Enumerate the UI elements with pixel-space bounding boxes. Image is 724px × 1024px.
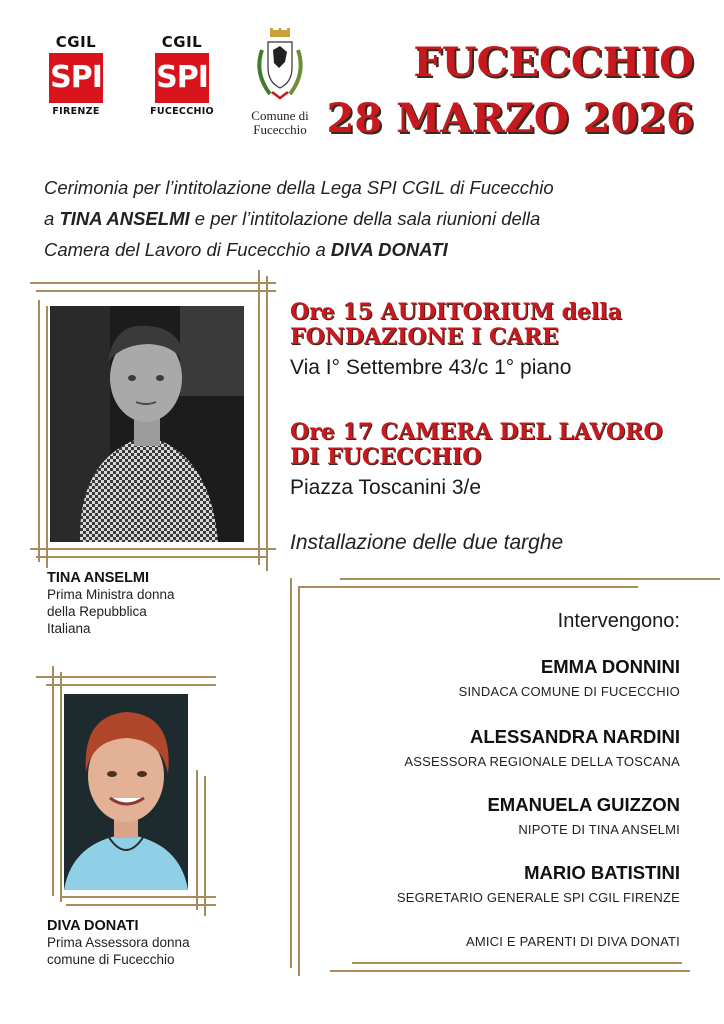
logo-cgil-text: CGIL [161, 33, 203, 51]
logo-location-text: FIRENZE [52, 106, 100, 117]
intro-line-1 [44, 172, 704, 203]
frame-line [340, 578, 720, 580]
intro-text: Camera del Lavoro di Fucecchio a [44, 239, 331, 260]
intro-text: a [44, 208, 60, 229]
speaker-role: SINDACA COMUNE DI FUCECCHIO [458, 684, 680, 699]
tina-anselmi-photo [50, 306, 244, 542]
event-address: Piazza Toscanini 3/e [290, 476, 482, 499]
frame-line [36, 676, 216, 678]
event-title-line: Ore 15 AUDITORIUM della [290, 299, 622, 325]
speaker-role: ASSESSORA REGIONALE DELLA TOSCANA [404, 754, 680, 769]
logo-spi-mark: SPI [49, 53, 103, 103]
speaker-entry [300, 794, 680, 837]
spi-cgil-firenze-logo [46, 34, 106, 117]
installation-note: Installazione delle due targhe [290, 531, 564, 554]
frame-line [66, 904, 216, 906]
event-title-line: Ore 17 CAMERA DEL LAVORO [290, 419, 663, 445]
title-city: FUCECCHIO [413, 39, 694, 86]
frame-line [46, 684, 216, 686]
diva-donati-photo [64, 694, 188, 890]
frame-line [352, 962, 682, 964]
caption-line: Prima Ministra donna [47, 587, 175, 602]
intro-honoree-anselmi: TINA ANSELMI [59, 208, 190, 229]
speakers-heading: Intervengono: [557, 610, 680, 632]
speaker-name: MARIO BATISTINI [524, 862, 680, 883]
event-camera-lavoro [290, 420, 710, 500]
intro-line-3 [44, 234, 704, 265]
speaker-name: ALESSANDRA NARDINI [469, 726, 680, 747]
comune-line2: Fucecchio [253, 122, 307, 137]
speaker-name: EMANUELA GUIZZON [487, 794, 680, 815]
caption-name: TINA ANSELMI [47, 570, 150, 586]
speaker-role: SEGRETARIO GENERALE SPI CGIL FIRENZE [396, 890, 680, 905]
frame-line [30, 548, 276, 550]
speaker-entry [300, 862, 680, 905]
speaker-entry [300, 726, 680, 769]
intro-honoree-donati: DIVA DONATI [330, 239, 448, 260]
intro-text: e per l’intitolazione della sala riunioni della [189, 208, 541, 229]
event-address: Via I° Settembre 43/c 1° piano [290, 356, 572, 379]
caption-diva-donati [47, 918, 267, 968]
frame-line [52, 666, 54, 896]
frame-line [196, 770, 198, 910]
comune-di-fucecchio-logo [240, 28, 320, 137]
frame-line [298, 586, 638, 588]
event-title-line: DI FUCECCHIO [290, 444, 482, 470]
event-auditorium [290, 300, 710, 380]
frame-line [258, 270, 260, 565]
frame-line [266, 276, 268, 571]
logo-location-text: FUCECCHIO [150, 106, 214, 117]
frame-line [36, 290, 276, 292]
spi-cgil-fucecchio-logo [147, 34, 217, 117]
speaker-role: NIPOTE DI TINA ANSELMI [518, 822, 680, 837]
caption-name: DIVA DONATI [47, 918, 139, 934]
caption-line: Italiana [47, 621, 91, 636]
comune-line1: Comune di [251, 108, 309, 123]
frame-line [38, 300, 40, 562]
title-date: 28 MARZO 2026 [326, 95, 694, 142]
intro-line-2 [44, 203, 704, 234]
frame-line [60, 896, 216, 898]
caption-tina-anselmi [47, 570, 247, 637]
caption-line: della Repubblica [47, 604, 147, 619]
frame-line [36, 556, 268, 558]
frame-line [298, 586, 300, 976]
intro-text: Cerimonia per l’intitolazione della Lega SPI CGIL di Fucecchio [44, 177, 554, 198]
frame-line [330, 970, 690, 972]
logo-cgil-text: CGIL [55, 33, 97, 51]
coat-of-arms-icon [252, 28, 308, 104]
logo-spi-mark: SPI [155, 53, 209, 103]
speaker-entry [300, 656, 680, 699]
caption-line: Prima Assessora donna [47, 935, 190, 950]
frame-line [46, 306, 48, 568]
intro-paragraph [44, 172, 704, 265]
frame-line [30, 282, 276, 284]
frame-line [204, 776, 206, 916]
frame-line [290, 578, 292, 968]
speaker-name: EMMA DONNINI [540, 656, 680, 677]
event-title-line: FONDAZIONE I CARE [290, 324, 559, 350]
caption-line: comune di Fucecchio [47, 952, 175, 967]
frame-line [60, 672, 62, 902]
closing-note: AMICI E PARENTI DI DIVA DONATI [465, 934, 680, 949]
